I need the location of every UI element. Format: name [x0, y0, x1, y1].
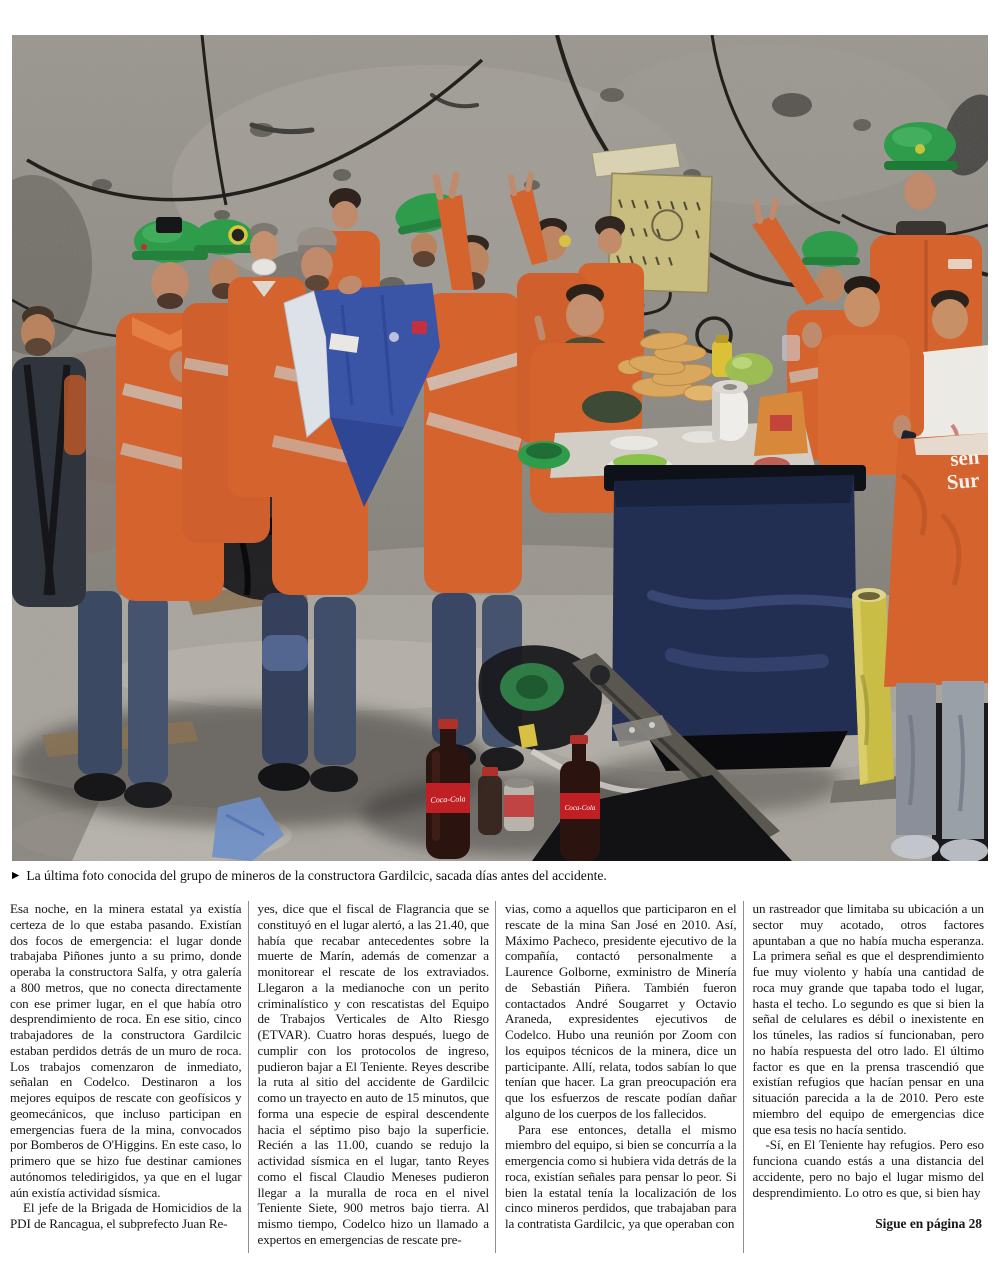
soda-can	[504, 778, 534, 831]
text-column-2	[248, 901, 496, 1253]
paragraph: yes, dice que el fiscal de Flagrancia que se constituyó en el lugar alertó, a las 21.40, que había que recabar antecedentes sobre la muerte de Marín, además de comenzar a monitorear el rescate de los extraviados. Llegaron a la medianoche con un perito criminalístico y con rescatistas del Equipo de Trabajos Verticales de Alto Riesgo (ETVAR). Cuatro horas después, luego de cumplir con los protocolos de ingreso, pudieron bajar a El Teniente. Reyes describe la ruta al sitio del accidente de Gardilcic como un trayecto en auto de 15 minutos, que forma una especie de espiral descendente hacia el séptimo piso bajo la superficie. Recién a las 11.00, cuando se redujo la actividad sísmica en el lugar, tanto Reyes como el fiscal Claudio Meneses pudieron llegar a la muralla de roca en el nivel Teniente Siete, 900 metros bajo tierra. Al mismo tiempo, Codelco hizo un llamado a expertos en emergencias de rescate pre-	[257, 901, 489, 1247]
paragraph: El jefe de la Brigada de Homicidios de la PDI de Rancagua, el subprefecto Juan Re-	[10, 1200, 242, 1231]
jacket-brand-text-line2: Sur	[945, 467, 981, 495]
jacket-brand-text-line1: sen	[949, 444, 981, 471]
paragraph: un rastreador que limitaba su ubicación a un sector muy acotado, otros factores apuntaban a que no había mucha esperanza. La primera señal es que el desprendimiento fue muy violento y había una cantidad de roca muy grande que tapaba todo el lugar, hasta el techo. Lo segundo es que si bien la señal de celulares es débil o inexistente en los túneles, las radios sí funcionaban, pero no había respuesta del otro lado. El último factor es que en la prensa trascendió que existían refugios que hacían pensar en una situación parecida a la de 2010. Pero este miembro del equipo de emergencias dice que esa tesis no hacía sentido.	[752, 901, 984, 1137]
paragraph: -Sí, en El Teniente hay refugios. Pero eso funciona cuando estás a una distancia del accidente, pero no bajo el lugar mismo del desprendimiento. Lo otro es que, si bien hay	[752, 1137, 984, 1200]
paragraph: Para ese entonces, detalla el mismo miembro del equipo, si bien se concurría a la emergencia como si hubiera vida detrás de la roca, existían señales para pensar lo peor. Si bien la estatal tenía la localización de los cinco mineros perdidos, que trabajaban para la contratista Gardilcic, ya que operaban con	[505, 1121, 737, 1231]
caption-arrow-icon: ▶	[12, 871, 20, 881]
paragraph: Esa noche, en la minera estatal ya existía certeza de lo que estaba pasando. Existían dos focos de emergencia: el lugar donde trabajaba Piñones junto a su primo, donde operaba la constructora Salfa, y otra galería a 800 metros, que no conecta directamente con ese primer lugar, en el que había otro desprendimiento de roca. En ese sitio, cinco trabajadores de la constructora Gardilcic estaban perdidos detrás de un muro de roca. Los trabajos comenzaron de inmediato, señalan en Codelco. Destinaron a los mejores equipos de rescate con geofísicos y geomecánicos, que incluso participan en emergencias fuera de la mina, convocados por Bomberos de O'Higgins. En este caso, lo primero que se hizo fue destinar camiones autónomos teledirigidos, ya que en el lugar aún existía actividad sísmica.	[10, 901, 242, 1200]
caption-text: La última foto conocida del grupo de mineros de la constructora Gardilcic, sacada días antes del accidente.	[26, 868, 607, 883]
text-column-1	[10, 901, 248, 1253]
text-column-3	[495, 901, 743, 1253]
text-column-4	[743, 901, 991, 1253]
miner-back-turned	[884, 433, 988, 861]
photo-caption	[12, 867, 988, 887]
cola-label-text-2: Coca-Cola	[564, 804, 596, 812]
paragraph: vias, como a aquellos que participaron en el rescate de la mina San José en 2010. Así, Máximo Pacheco, presidente ejecutivo de la compañía, contactó personalmente a Laurence Golborne, exministro de Minería de Sebastián Piñera. También fueron contactados André Sougarret y Octavio Araneda, expresidentes ejecutivos de Codelco. Hubo una reunión por Zoom con los equipos técnicos de la minera, dice un participante. Allí, relata, todos sabían lo que tenían que hacer. La gran preocupación era que los esfuerzos de rescate podían dañar alguno de los cuerpos de los fallecidos.	[505, 901, 737, 1121]
article-body	[10, 901, 990, 1253]
article-photo	[12, 35, 988, 861]
continuation-notice: Sigue en página 28	[875, 1216, 982, 1232]
cola-label-text: Coca-Cola	[430, 794, 466, 805]
mine-photo-illustration	[12, 35, 988, 861]
